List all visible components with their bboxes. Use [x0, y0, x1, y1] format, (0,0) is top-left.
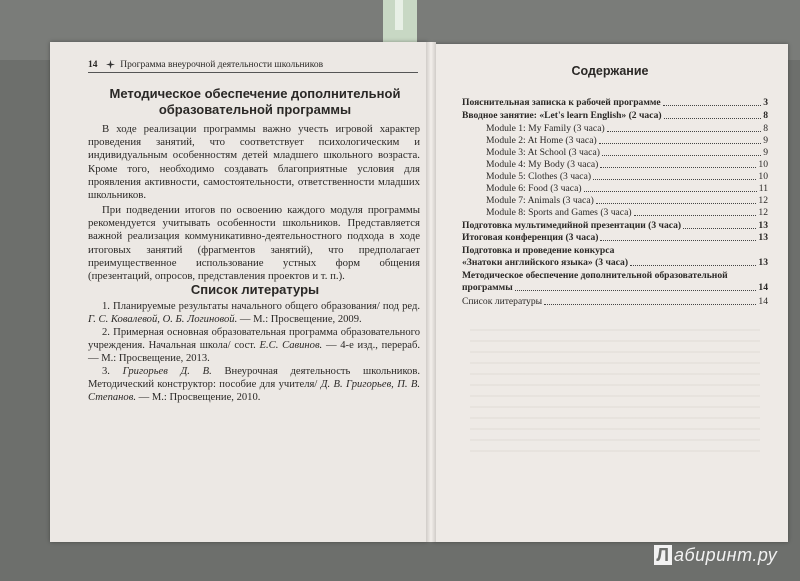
toc-entry-label: Подготовка мультимедийной презентации (3 часа) [462, 220, 682, 231]
toc-leader-dots [596, 203, 757, 204]
toc-entry [486, 147, 768, 158]
toc-entry [462, 220, 768, 231]
reference-1 [88, 300, 420, 326]
toc-entry [486, 183, 768, 194]
bookmark-highlight [395, 0, 403, 30]
bleed-through-text [470, 320, 760, 460]
running-header [88, 60, 418, 73]
watermark-logo-text: абиринт.ру [674, 545, 778, 565]
paragraph-2: При подведении итогов по освоению каждого модуля программы рекомендуется учитывать особенности школьников. Представляется важной реализация коммуникативно-деятельностного подхода в ходе итоговых занятий (фрагментов занятий), что предполагает преимущественное использование устных форм общения (презентаций, опросов, представления проектов и т. п.). [88, 204, 420, 283]
reference-1-text: 1. Планируемые результаты начального общего образования/ под ред. [102, 301, 420, 312]
toc-entry-label: Module 5: Clothes (3 часа) [486, 171, 592, 182]
toc-leader-dots [584, 191, 757, 192]
toc-entry [486, 171, 768, 182]
toc-entry [462, 232, 768, 243]
toc-leader-dots [630, 265, 756, 266]
reference-3 [88, 365, 420, 405]
toc-entry [462, 97, 768, 108]
toc-title: Содержание [571, 64, 649, 78]
references-title: Список литературы [190, 282, 320, 297]
toc-entry [462, 245, 768, 256]
toc-leader-dots [663, 105, 762, 106]
toc-entry [486, 159, 768, 170]
toc-entry-page: 9 [763, 135, 768, 146]
toc-leader-dots [634, 215, 757, 216]
toc-entry-page: 13 [758, 232, 768, 243]
toc-entry-page: 3 [763, 97, 768, 108]
toc-entry-page: 13 [758, 257, 768, 268]
section-title-line2: образовательной программы [158, 102, 352, 117]
toc-entry-page: 11 [758, 183, 768, 194]
toc-entry-page: 14 [758, 282, 768, 293]
toc-entry-page: 8 [763, 123, 768, 134]
toc-entry-label: Module 8: Sports and Games (3 часа) [486, 207, 632, 218]
watermark-logo [654, 545, 777, 566]
toc-entry-label: Module 4: My Body (3 часа) [486, 159, 599, 170]
reference-2 [88, 326, 420, 366]
toc-leader-dots [600, 240, 756, 241]
toc-leader-dots [607, 131, 761, 132]
toc-entry [462, 270, 768, 281]
toc-entry [486, 135, 768, 146]
toc-entry [462, 282, 768, 293]
toc-entry-label: Module 3: At School (3 часа) [486, 147, 600, 158]
reference-2-publisher: — 4-е изд., перераб. — М.: Просвещение, 2013. [88, 340, 420, 365]
toc-entry-label: Вводное занятие: «Let's learn English» (2 часа) [462, 110, 662, 121]
page-number: 14 [88, 60, 98, 70]
reference-3-author: Григорьев Д. В. [122, 366, 212, 377]
reference-1-publisher: — М.: Просвещение, 2009. [237, 314, 362, 326]
toc-leader-dots [664, 118, 762, 119]
toc-entry [462, 110, 768, 121]
toc-entry-page: 8 [763, 110, 768, 121]
toc-entry-label: Список литературы [462, 296, 543, 307]
reference-2-authors: Е.С. Савинов. [259, 340, 323, 352]
toc-entry-label: Module 7: Animals (3 часа) [486, 195, 594, 206]
toc-leader-dots [683, 228, 756, 229]
section-title [100, 86, 410, 118]
paragraph-1: В ходе реализации программы важно учесть игровой характер проведения занятий, что соответствует психологическим и индивидуальным особенностям детей младшего школьного возраста. Кроме того, необходимо создавать благоприятные условия для проявления активности, самостоятельности, ответственности младших школьников. [88, 123, 420, 202]
toc-leader-dots [599, 143, 761, 144]
toc-entry-page: 12 [758, 207, 768, 218]
toc-entry [486, 123, 768, 134]
toc-entry-page: 9 [763, 147, 768, 158]
toc-entry-page: 12 [758, 195, 768, 206]
toc-entry-label: «Знатоки английского языка» (3 часа) [462, 257, 629, 268]
reference-2-text: 2. Примерная основная образовательная программа образовательного учреждения. Начальная школа/ сост. [88, 327, 420, 352]
reference-3-text: Внеурочная деятельность школьников. Методический конструктор: пособие для учителя/ [88, 366, 420, 391]
toc-entry [462, 296, 768, 307]
book-spine [426, 42, 436, 542]
toc-entry-label: Пояснительная записка к рабочей программе [462, 97, 661, 108]
reference-3-authors: Д. В. Григорьев, П. В. Степанов. [88, 379, 420, 404]
reference-3-publisher: — М.: Просвещение, 2010. [135, 392, 261, 404]
toc-entry [462, 257, 768, 268]
toc-leader-dots [593, 179, 756, 180]
toc-entry [486, 195, 768, 206]
toc-leader-dots [600, 167, 756, 168]
watermark-logo-box: Л [654, 545, 672, 565]
section-title-line1: Методическое обеспечение дополнительной [109, 86, 401, 101]
toc-entry-page: 10 [758, 159, 768, 170]
toc-entry-label: Подготовка и проведение конкурса [462, 245, 615, 256]
running-header-text: Программа внеурочной деятельности школьников [120, 60, 324, 70]
reference-3-number: 3. [102, 366, 123, 377]
toc-leader-dots [515, 290, 757, 291]
toc-entry-label: программы [462, 282, 513, 293]
toc-entry-label: Module 2: At Home (3 часа) [486, 135, 597, 146]
toc-entry-label: Методическое обеспечение дополнительной образовательной [462, 270, 728, 281]
toc-entry-label: Итоговая конференция (3 часа) [462, 232, 599, 243]
toc-entry-label: Module 1: My Family (3 часа) [486, 123, 605, 134]
toc-entry [486, 207, 768, 218]
toc-leader-dots [602, 155, 761, 156]
reference-1-authors: Г. С. Ковалевой, О. Б. Логиновой. [88, 314, 238, 326]
ornament-icon [106, 60, 115, 69]
toc-entry-label: Module 6: Food (3 часа) [486, 183, 582, 194]
toc-leader-dots [544, 304, 756, 305]
toc-entry-page: 14 [758, 296, 768, 307]
toc-entry-page: 13 [758, 220, 768, 231]
toc-entry-page: 10 [758, 171, 768, 182]
